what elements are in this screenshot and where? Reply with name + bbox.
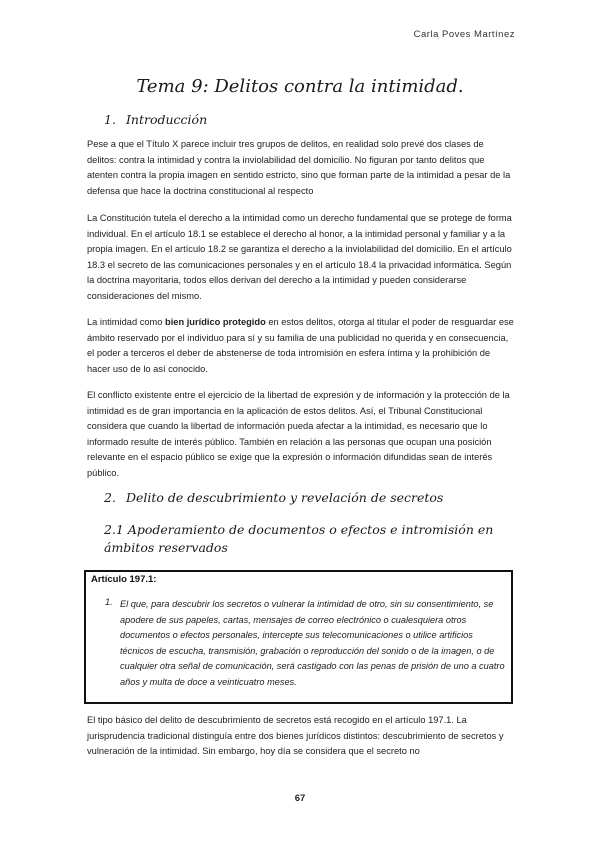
article-title: Artículo 197.1: xyxy=(91,574,157,585)
section-title: Delito de descubrimiento y revelación de secretos xyxy=(125,490,444,505)
paragraph-3-end: en estos delitos, otorga al titular el poder de resguardar ese ámbito reservado por el individuo para sí y su familia de una publicidad no querida y en consecuencia, el poder a terceros el deber de abstenerse de toda intromisión en esfera íntima y la prohibición de hacer uso de lo así conocido. xyxy=(87,317,514,374)
paragraph-2: La Constitución tutela el derecho a la intimidad como un derecho fundamental que se protege de forma individual. En el artículo 18.1 se establece el derecho al honor, a la intimidad personal y familiar y a la propia imagen. En el artículo 18.2 se garantiza el derecho a la inviolabilidad del domicilio. En el artículo 18.3 el secreto de las comunicaciones personales y en el artículo 18.4 la privacidad informática. Según la doctrina mayoritaria, todos ellos derivan del derecho a la intimidad y pueden considerarse consideraciones del mismo. xyxy=(87,213,512,301)
section-heading-introduccion xyxy=(104,112,207,127)
paragraph-4: El conflicto existente entre el ejercicio de la libertad de expresión y de información y la protección de la intimidad es de gran importancia en la aplicación de estos delitos. Así, el Tribunal Constitucional considera que cuando la libertad de información pueda afectar a la intimidad, es necesario que lo informado resulte de interés público. También en relación a las personas que ocupan una posición relevante en el espacio público se exige que la expresión o información difundidas sean de interés público. xyxy=(87,390,510,478)
paragraph-1: Pese a que el Título X parece incluir tres grupos de delitos, en realidad solo prevé dos clases de delitos: contra la intimidad y contra la inviolabilidad del domicilio. No figuran por tanto delitos que atenten contra la propia imagen en sentido estricto, sino que forman parte de la intimidad a pesar de la defensa que hace la doctrina constitucional al respecto xyxy=(87,139,511,196)
section-heading-delito xyxy=(104,490,443,505)
section-title: Introducción xyxy=(125,112,208,127)
section-number: 2. xyxy=(104,490,116,505)
article-text: El que, para descubrir los secretos o vulnerar la intimidad de otro, sin su consentimiento, se apodere de sus papeles, cartas, mensajes de correo electrónico o cualesquiera otros documentos o efectos personales, intercepte sus telecomunicaciones o utilice artificios técnicos de escucha, transmisión, grabación o reproducción del sonido o de la imagen, o de cualquier otra señal de comunicación, será castigado con las penas de prisión de uno a cuatro años y multa de doce a veinticuatro meses. xyxy=(120,599,505,687)
page-title: Tema 9: Delitos contra la intimidad. xyxy=(136,76,464,97)
header-author: Carla Poves Martínez xyxy=(413,29,515,40)
article-item-number: 1. xyxy=(105,597,113,607)
article-box xyxy=(84,570,513,704)
page-number: 67 xyxy=(294,793,306,804)
subsection-heading-2-1: 2.1 Apoderamiento de documentos o efectos e intromisión en ámbitos reservados xyxy=(104,522,494,555)
paragraph-3 xyxy=(87,315,514,377)
section-number: 1. xyxy=(104,112,116,127)
bold-term: bien jurídico protegido xyxy=(165,317,266,327)
paragraph-3-start: La intimidad como xyxy=(87,317,166,327)
paragraph-5: El tipo básico del delito de descubrimiento de secretos está recogido en el artículo 197.1. La jurisprudencia tradicional distinguía entre dos bienes jurídicos distintos: descubrimiento de secretos y vulneración de la intimidad. Sin embargo, hoy día se considera que el secreto no xyxy=(87,715,504,757)
